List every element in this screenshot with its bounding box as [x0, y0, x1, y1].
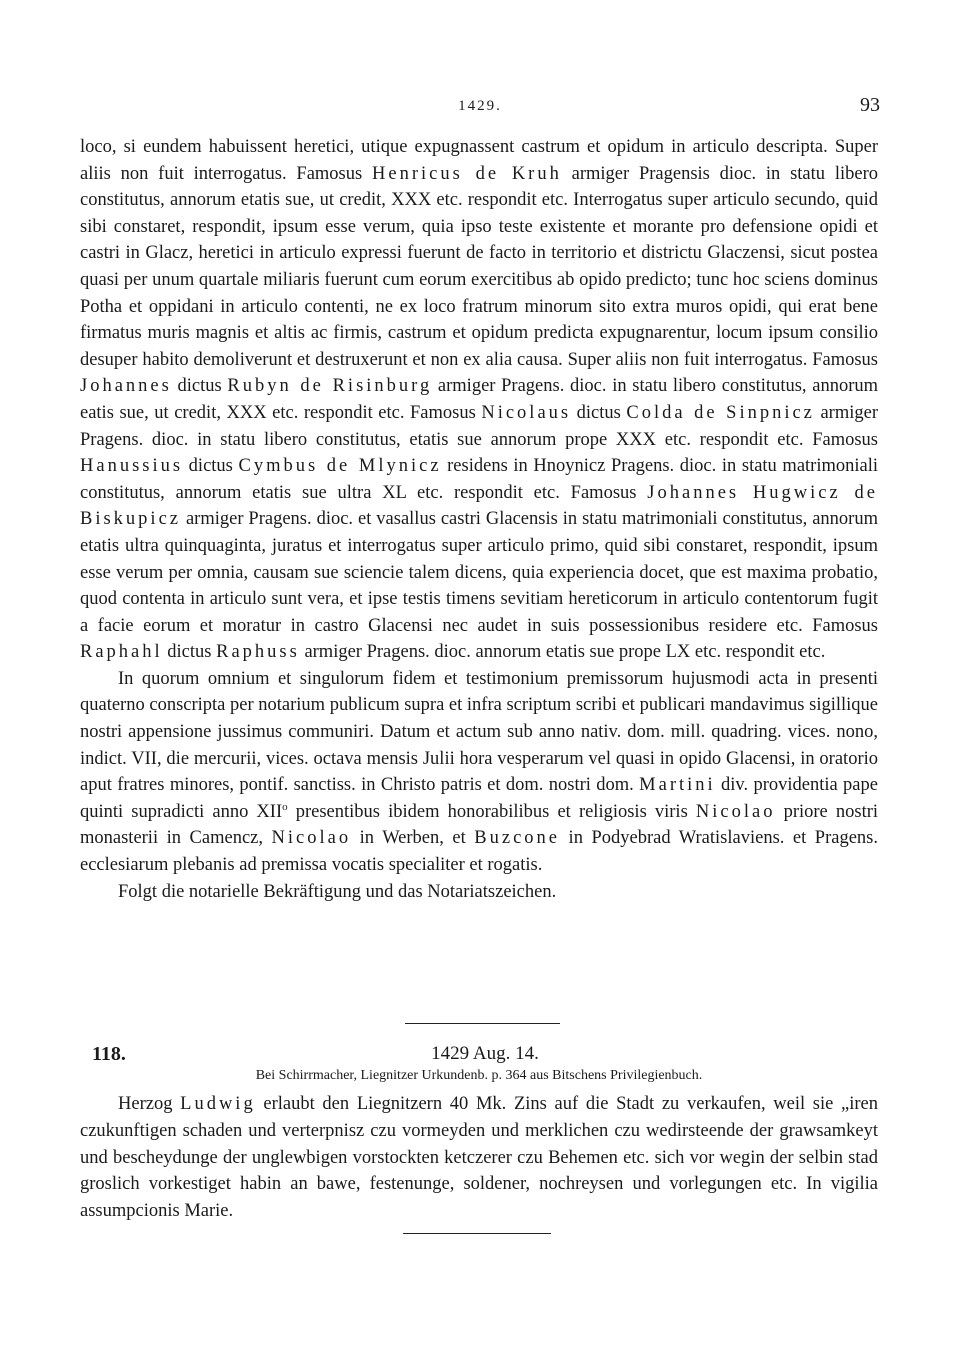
superscript: o [282, 800, 288, 813]
text-run: erlaubt den Liegnitzern 40 Mk. Zins auf die Stadt zu verkaufen, weil sie „iren czukunftigen schaden und verterpnisz czu vormeyden und merklichen czu wedirsteende der grawsamkeyt und bescheydunge der unglewbigen vorstockten ketczerer czu Behemen etc. sich vor wegin der selbin stad groslich vorkestiget habin an bawe, festenunge, soldener, nochreysen und vorlegungen etc. In vigilia assumpcionis Marie. [80, 1094, 878, 1222]
document-heading [92, 1043, 878, 1071]
running-head-year: 1429. [458, 98, 502, 114]
text-run: armiger Pragens. dioc. annorum etatis sue prope LX etc. respondit etc. [299, 642, 826, 663]
text-run: residens in Hnoynicz Pragens. dioc. in statu matrimoniali constitutus, annorum etatis sue ultra XL etc. respondit etc. Famosus [80, 456, 878, 503]
text-run: presentibus ibidem honorabilibus et religiosis viris [287, 801, 696, 822]
text-run: armiger Pragens. dioc. in statu libero constitutus, annorum eatis sue, ut credit, XXX etc. respondit etc. Famosus [80, 376, 878, 423]
main-text [80, 134, 878, 905]
spaced-name: Buzcone [474, 828, 561, 849]
spaced-name: Cymbus de Mlynicz [238, 456, 442, 477]
text-run: dictus [183, 456, 239, 477]
source-note: Bei Schirrmacher, Liegnitzer Urkundenb. p. 364 aus Bitschens Privilegienbuch. [255, 1068, 703, 1083]
page-number: 93 [860, 94, 880, 116]
text-run: Herzog [118, 1094, 181, 1114]
text-run: dictus [171, 376, 228, 397]
text-run: in Werben, et [351, 828, 475, 849]
spaced-name: Nicolao [695, 801, 776, 822]
text-run: priore nostri monasterii in Camencz, [80, 801, 879, 849]
text-run: dictus [162, 642, 217, 663]
text-run: In quorum omnium et singulorum fidem et testimonium premissorum hujusmodi acta in presenti quaterno conscripta per notarium publicum supra et infra scriptum scribi et publicari mandavimus sigillique nostri appensione jussimus communiri. Datum et actum sub anno nativ. dom. mill. quadring. vices. nono, indict. VII, die mercurii, vices. octava mensis Julii hora vesperarum vel quasi in opido Glacensi, in oratorio aput fratres minores, pontif. sanctiss. in Christo patris et dom. nostri dom. [80, 668, 878, 796]
section-divider [405, 1023, 560, 1024]
paragraph-testimony [80, 134, 878, 666]
spaced-name: Nicolao [271, 828, 352, 849]
document-date: 1429 Aug. 14. [431, 1043, 539, 1064]
document-number: 118. [92, 1043, 126, 1065]
text-run: armiger Pragensis dioc. in statu libero constitutus, annorum etatis sue, ut credit, XXX etc. respondit etc. Interrogatus super articulo secundo, quid sibi constaret, respondit, ipsum esse verum, quia ipso teste existente et morante pro defensione opidi et castri in Glacz, heretici in articulo expressi fuerunt de facto in territorio et districtu Glaczensi, sicut postea quasi per unum quartale miliaris fuerunt cum eorum exercitibus ab opido predicto; tunc hoc sciens dominus Potha et oppidani in articulo contenti, ne ex loco fratrum minorum sito extra muros opidi, qui erat bene firmatus muris magnis et altis ac firmis, castrum et opidum predicta expugnarentur, locum ipsum consilio desuper habito demoliverunt et destruxerunt et non ex alia causa. Super aliis non fuit interrogatus. Famosus [80, 163, 878, 370]
spaced-name: Raphuss [216, 642, 300, 663]
end-divider [403, 1233, 551, 1234]
paragraph-attestation [80, 666, 878, 879]
spaced-name: Ludwig [180, 1094, 256, 1114]
running-head [80, 94, 880, 118]
text-run: armiger Pragens. dioc. et vasallus castri Glacensis in statu matrimoniali constitutus, annorum etatis ultra quinquaginta, juratus et interrogatus super articulo primo, quid sibi constaret, respondit, ipsum esse verum per omnia, causam sue sciencie talem dicens, quia experiencia docet, que est maxima probatio, quod contenta in articulo sunt vera, et ipse testis timens sevitiam hereticorum in articulo contentorum fugit a facie eorum et moratur in castro Glacensi nec audet in suis possessionibus residere etc. Famosus [80, 509, 878, 636]
text-run: dictus [571, 402, 627, 423]
spaced-name: Colda de Sinpnicz [626, 402, 815, 423]
spaced-name: Hanussius [80, 456, 184, 477]
text-run: armiger Pragens. dioc. in statu libero constitutus, etatis sue annorum prope XXX etc. respondit etc. Famosus [80, 402, 878, 450]
text-run: in Podyebrad Wratislaviens. et Pragens. ecclesiarum plebanis ad premissa vocatis specialiter et rogatis. [80, 828, 878, 876]
spaced-name: Henricus de Kruh [372, 163, 562, 184]
paragraph-note: Folgt die notarielle Bekräftigung und das Notariatszeichen. [118, 881, 557, 902]
text-run: div. providentia pape quinti supradicti anno XII [80, 775, 878, 822]
spaced-name: Raphahl [80, 642, 163, 663]
spaced-name: Johannes Hugwicz de Biskupicz [80, 482, 878, 530]
paragraph-summary [80, 1091, 878, 1225]
spaced-name: Martini [639, 775, 716, 796]
spaced-name: Rubyn de Risinburg [227, 376, 433, 397]
text-run: loco, si eundem habuissent heretici, utique expugnassent castrum et opidum in articulo descripta. Super aliis non fuit interrogatus. Famosus [80, 137, 878, 184]
document-118-text [80, 1091, 878, 1225]
spaced-name: Johannes [80, 376, 172, 397]
spaced-name: Nicolaus [481, 402, 572, 423]
